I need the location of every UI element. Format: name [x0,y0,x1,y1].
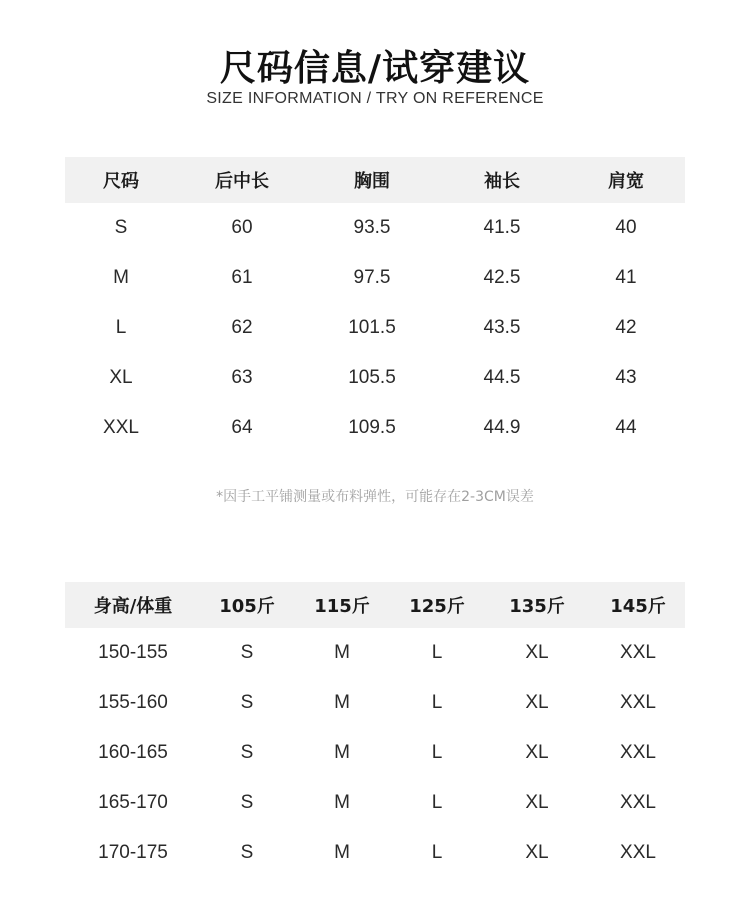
table-cell: 150-155 [98,642,168,663]
size-col-header: 尺码 [65,157,177,203]
table-cell: XXL [620,792,656,813]
table-row [65,303,685,353]
table-cell: XXL [620,842,656,863]
table-cell: 40 [615,217,637,238]
table-cell: XXL [620,742,656,763]
table-cell: 41.5 [483,217,521,238]
table-cell: M [113,267,129,288]
table-cell: XXL [103,417,139,438]
table-cell: 61 [231,267,253,288]
table-row [65,353,685,403]
table-cell: 160-165 [98,742,168,763]
back-length-col-header: 后中长 [177,157,307,203]
table-row [65,778,685,828]
table-cell: L [431,642,443,663]
page-subtitle: SIZE INFORMATION / TRY ON REFERENCE [206,90,544,107]
table-cell: S [240,792,254,813]
table-cell: M [334,642,350,663]
table-cell: 60 [231,217,253,238]
chest-col-header: 胸围 [307,157,437,203]
table-cell: XXL [620,642,656,663]
table-cell: XXL [620,692,656,713]
table-row [65,628,685,678]
table-cell: 63 [231,367,253,388]
table-cell: L [115,317,127,338]
page-title: 尺码信息/试穿建议 [219,48,531,89]
sleeve-col-header: 袖长 [437,157,567,203]
table-cell: 44.5 [483,367,521,388]
table-cell: M [334,742,350,763]
table-row [65,253,685,303]
table-cell: M [334,692,350,713]
table-cell: 43 [615,367,637,388]
table-cell: 93.5 [353,217,391,238]
table-cell: 42 [615,317,637,338]
table-row [65,403,685,453]
table-cell: S [240,842,254,863]
table-cell: XL [525,742,549,763]
table-cell: 155-160 [98,692,168,713]
weight-col-header: 115斤 [293,582,391,628]
table-cell: XL [525,842,549,863]
table-cell: M [334,842,350,863]
height-weight-col-header: 身高/体重 [65,582,201,628]
table-cell: S [240,742,254,763]
table-cell: 64 [231,417,253,438]
table-cell: 170-175 [98,842,168,863]
table-cell: 42.5 [483,267,521,288]
table-row [65,828,685,878]
table-row [65,678,685,728]
weight-col-header: 105斤 [201,582,293,628]
table-cell: S [240,642,254,663]
table-cell: 101.5 [348,317,396,338]
table-cell: S [114,217,128,238]
table-cell: XL [525,792,549,813]
table-cell: 41 [615,267,637,288]
table-cell: 105.5 [348,367,396,388]
table-cell: 62 [231,317,253,338]
table-row [65,728,685,778]
table-cell: L [431,842,443,863]
table-cell: L [431,692,443,713]
table-cell: 44.9 [483,417,521,438]
size-info-table [65,157,685,453]
table-cell: XL [525,692,549,713]
weight-col-header: 135斤 [483,582,591,628]
table-cell: S [240,692,254,713]
measurement-note: *因手工平铺测量或布料弹性，可能存在2-3CM误差 [216,489,534,505]
table-cell: 109.5 [348,417,396,438]
table-cell: 43.5 [483,317,521,338]
shoulder-col-header: 肩宽 [567,157,685,203]
table-cell: M [334,792,350,813]
try-on-reference-table [65,582,685,878]
weight-col-header: 145斤 [591,582,685,628]
table-row [65,203,685,253]
weight-col-header: 125斤 [391,582,483,628]
reference-table-header-row [65,582,685,628]
size-table-header-row [65,157,685,203]
table-cell: 97.5 [353,267,391,288]
table-cell: 165-170 [98,792,168,813]
table-cell: L [431,792,443,813]
table-cell: L [431,742,443,763]
table-cell: XL [109,367,133,388]
table-cell: 44 [615,417,637,438]
table-cell: XL [525,642,549,663]
